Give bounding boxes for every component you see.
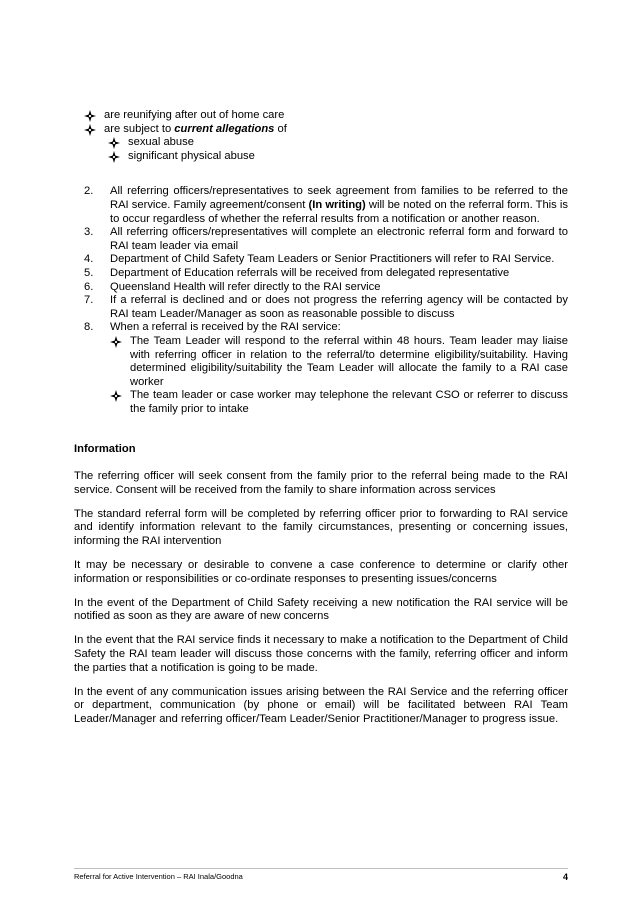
list-text: All referring officers/representatives will complete an electronic referral form and forward to RAI team leader via email [110, 226, 568, 252]
list-number: 6. [84, 280, 94, 293]
diamond-bullet-icon [108, 137, 120, 149]
list-number: 5. [84, 266, 94, 279]
list-text: When a referral is received by the RAI service: [110, 321, 341, 334]
sub-bullet-item [110, 335, 568, 389]
bullet-text: are reunifying after out of home care [104, 109, 285, 121]
list-number: 8. [84, 321, 94, 334]
bullet-text: are subject to current allegations of [104, 122, 287, 135]
sub-bullet-list [110, 335, 568, 417]
bold-emphasis: (In writing) [308, 198, 366, 211]
bullet-text: significant physical abuse [128, 149, 255, 162]
list-text: Department of Education referrals will be received from delegated representative [110, 266, 510, 279]
list-text: Queensland Health will refer directly to the RAI service [110, 280, 381, 293]
list-item [74, 281, 568, 295]
list-text: All referring officers/representatives to seek agreement from families to be referred to the RAI service. Family agreement/consent (In writing) will be noted on the referral form. This is to occur regardless of whether the referral results from a notification or another reason. [110, 185, 568, 225]
numbered-list [74, 185, 568, 416]
diamond-bullet-icon [110, 336, 122, 348]
bullet-item [84, 109, 568, 123]
bullet-text: sexual abuse [128, 136, 194, 149]
diamond-bullet-icon [108, 151, 120, 163]
section-heading: Information [74, 443, 136, 456]
diamond-bullet-icon [84, 110, 96, 122]
list-text: If a referral is declined and or does not progress the referring agency will be contacted by RAI team Leader/Manager as soon as reasonable possible to discuss [110, 294, 568, 320]
sub-bullet-item [108, 150, 568, 164]
paragraph: In the event of any communication issues arising between the RAI Service and the referring officer or department, communication (by phone or email) will be facilitated between RAI Team Leader/Manager and referring officer/Team Leader/Senior Practitioner/Manager to progress issue. [74, 685, 568, 725]
page-footer [74, 868, 568, 882]
paragraph: The standard referral form will be completed by referring officer prior to forwarding to RAI service and identify information relevant to the family circumstances, presenting or concerning issues, informing the RAI intervention [74, 507, 568, 547]
page-content [74, 109, 568, 737]
paragraph: The referring officer will seek consent from the family prior to the referral being made to the RAI service. Consent will be received from the family to share information across services [74, 470, 568, 496]
list-number: 3. [84, 226, 94, 239]
list-item [74, 185, 568, 226]
list-number: 7. [84, 294, 94, 307]
paragraph: It may be necessary or desirable to convene a case conference to determine or clarify other information or responsibilities or co-ordinate responses to presenting issues/concerns [74, 559, 568, 585]
page-number: 4 [562, 872, 568, 882]
list-item [74, 294, 568, 321]
list-item [74, 253, 568, 267]
bullet-text: The team leader or case worker may telephone the relevant CSO or referrer to discuss the family prior to intake [130, 389, 568, 415]
bullet-item [84, 123, 568, 137]
paragraph: In the event of the Department of Child Safety receiving a new notification the RAI service will be notified as soon as they are aware of new concerns [74, 596, 568, 623]
list-number: 2. [84, 185, 94, 198]
paragraph: In the event that the RAI service finds it necessary to make a notification to the Department of Child Safety the RAI team leader will discuss those concerns with the family, referring officer and inform the parties that a notification is going to be made. [74, 634, 568, 674]
bullet-text: The Team Leader will respond to the referral within 48 hours. Team leader may liaise with referring officer in relation to the referral/to determine eligibility/suitability. Having determined eligibility/suitability the Team Leader will allocate the family to a RAI case worker [130, 334, 568, 388]
sub-bullet-item [110, 389, 568, 416]
bold-italic-emphasis: current allegations [174, 122, 275, 135]
list-item [74, 226, 568, 253]
list-item [74, 267, 568, 281]
list-number: 4. [84, 253, 94, 266]
list-text: Department of Child Safety Team Leaders or Senior Practitioners will refer to RAI Service. [110, 253, 555, 266]
list-item [74, 321, 568, 335]
diamond-bullet-icon [110, 390, 122, 402]
diamond-bullet-icon [84, 124, 96, 136]
sub-bullet-item [108, 136, 568, 150]
footer-title: Referral for Active Intervention – RAI Inala/Goodna [74, 872, 243, 881]
